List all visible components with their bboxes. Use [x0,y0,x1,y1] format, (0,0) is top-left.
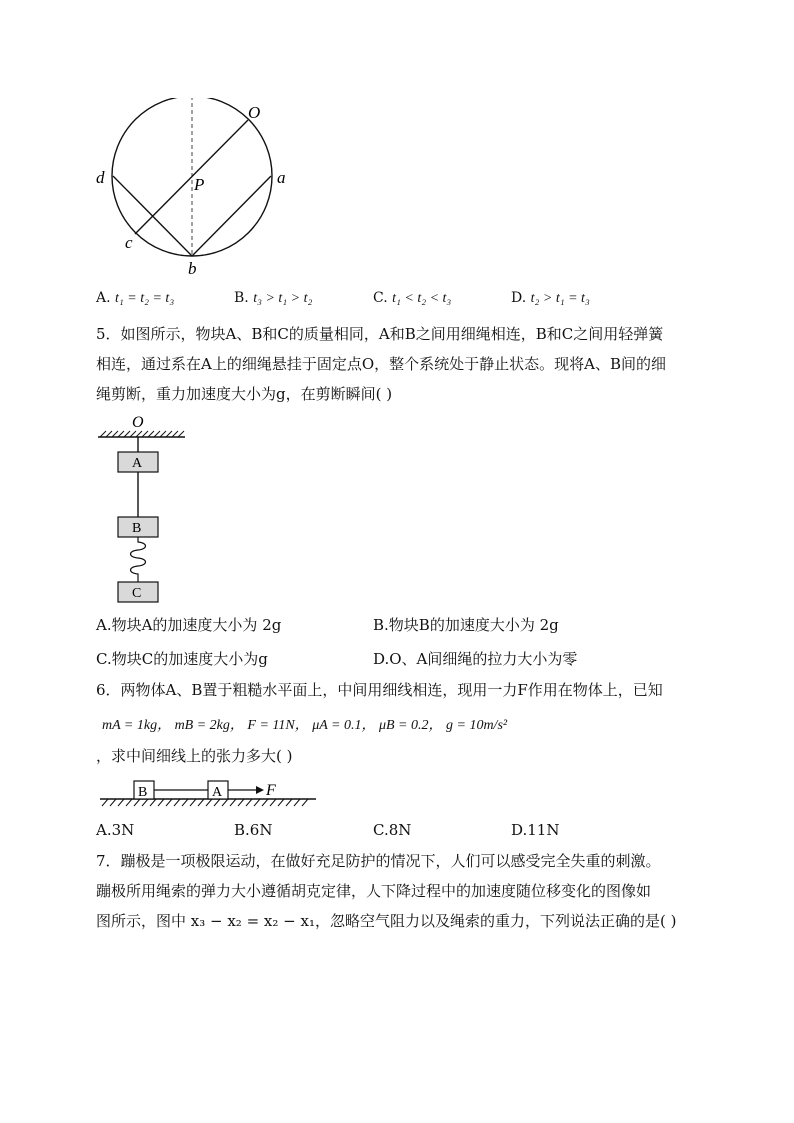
q6-force-arrowhead [256,786,264,794]
q7-line-2: 蹦极所用绳索的弹力大小遵循胡克定律，人下降过程中的加速度随位移变化的图像如 [96,882,652,900]
q6-option-d: D.11N [511,821,560,839]
q5-spring [131,537,146,582]
q4-label-a: a [277,168,286,187]
q4-option-b: B. t₃ > t₁ > t₂ [234,290,313,306]
q5-option-d: D.O、A间细绳的拉力大小为零 [373,650,578,668]
q6-block-B-label: B [138,785,148,800]
q6-ground-hatch [102,799,308,806]
q7-line-3: 图所示，图中 x₃ − x₂ = x₂ − x₁，忽略空气阻力以及绳索的重力，下列说法正确的是( ) [96,912,677,930]
q5-hanging-blocks-figure [90,410,200,610]
q4-label-b: b [188,259,197,278]
q4-label-d: d [96,168,105,187]
q4-label-c: c [125,233,133,252]
q5-ceiling-hatch [100,431,184,437]
q6-line-3: ，求中间细线上的张力多大( ) [96,747,293,765]
q4-option-a: A. t₁ = t₂ = t₃ [96,290,175,306]
q6-option-a: A.3N [96,821,135,839]
q4-label-P: P [194,175,205,194]
q5-line-1: 5．如图所示，物块A、B和C的质量相同，A和B之间用细绳相连，B和C之间用轻弹簧 [96,325,664,343]
q6-blocks-figure [96,775,326,815]
q7-stem [96,846,706,936]
q4-option-d: D. t₂ > t₁ = t₃ [511,290,590,306]
q5-block-A-label: A [132,456,143,471]
q4-option-c: C. t₁ < t₂ < t₃ [373,290,452,306]
q5-option-b: B.物块B的加速度大小为 2g [373,616,559,634]
q6-option-b: B.6N [234,821,273,839]
q5-option-c: C.物块C的加速度大小为g [96,650,268,668]
q5-option-a: A.物块A的加速度大小为 2g [96,616,282,634]
q4-label-O: O [248,103,261,122]
q5-line-2: 相连，通过系在A上的细绳悬挂于固定点O，整个系统处于静止状态。现将A、B间的细 [96,355,666,373]
q6-option-c: C.8N [373,821,412,839]
q5-stem [96,319,706,409]
q6-block-A-label: A [212,785,223,800]
q7-line-1: 7．蹦极是一项极限运动，在做好充足防护的情况下，人们可以感受完全失重的刺激。 [96,852,661,870]
q6-line-1: 6．两物体A、B置于粗糙水平面上，中间用细线相连，现用一力F作用在物体上，已知 [96,681,663,699]
q4-circle-figure [90,98,300,283]
q5-line-3: 绳剪断，重力加速度大小为g，在剪断瞬间( ) [96,385,393,403]
q5-block-C-label: C [132,586,142,601]
q6-label-F: F [266,782,276,799]
q6-givens: mA = 1kg， mB = 2kg， F = 11N， μA = 0.1， μB = 0.2， g = 10m/s² [102,718,508,733]
q5-label-O: O [132,414,144,431]
q5-block-B-label: B [132,521,142,536]
